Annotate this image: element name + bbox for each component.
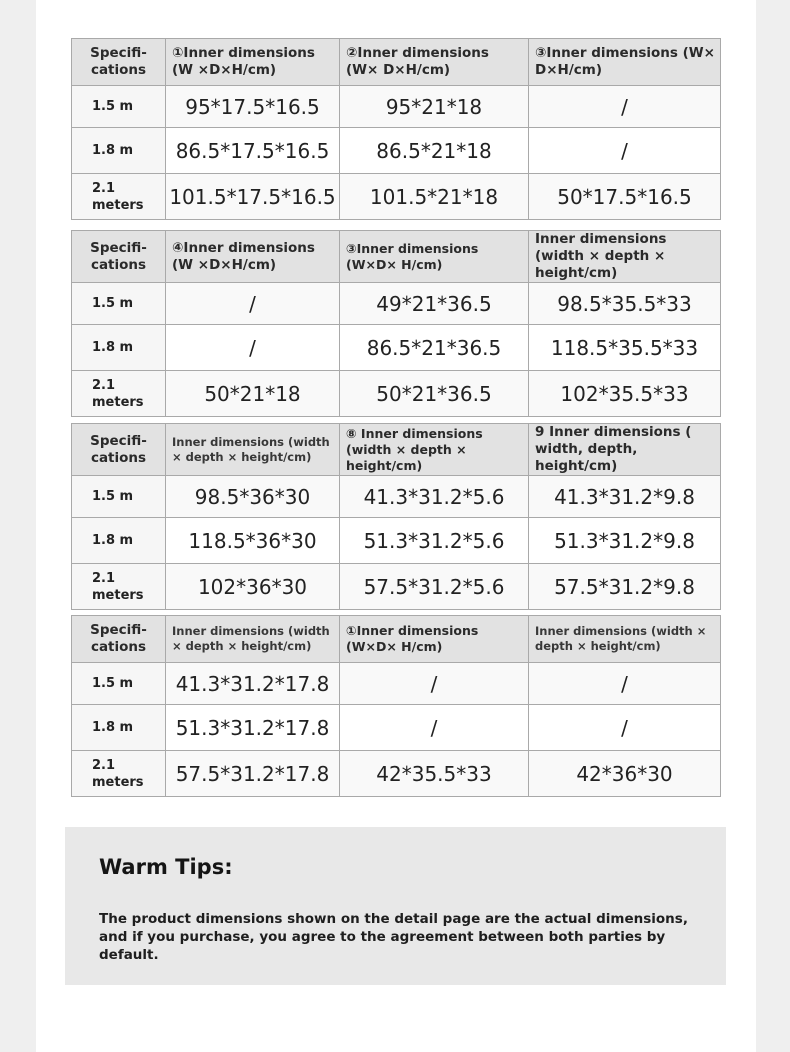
dimension-cell: / (529, 128, 721, 174)
dimension-cell: / (340, 663, 529, 705)
table-row (72, 371, 721, 417)
dimension-cell: 50*21*18 (166, 371, 340, 417)
dimension-cell: / (529, 705, 721, 751)
table-row (72, 564, 721, 610)
header-col-2: ⑧ Inner dimensions (width × depth × height/cm) (340, 424, 529, 476)
dimension-cell: 41.3*31.2*17.8 (166, 663, 340, 705)
size-label: 2.1 meters (72, 751, 166, 797)
header-col-1: Inner dimensions (width × depth × height/cm) (166, 616, 340, 663)
spec-table-4 (71, 615, 721, 797)
header-col-3: ③Inner dimensions (W× D×H/cm) (529, 39, 721, 86)
table-row (72, 705, 721, 751)
dimension-cell: / (340, 705, 529, 751)
table-header-row (72, 39, 721, 86)
header-col-3: Inner dimensions (width × depth × height/cm) (529, 616, 721, 663)
dimension-cell: 98.5*36*30 (166, 476, 340, 518)
warm-tips-title: Warm Tips: (99, 855, 233, 879)
dimension-cell: 51.3*31.2*5.6 (340, 518, 529, 564)
dimension-cell: 57.5*31.2*9.8 (529, 564, 721, 610)
header-col-3: 9 Inner dimensions ( width, depth, height/cm) (529, 424, 721, 476)
dimension-cell: / (166, 325, 340, 371)
header-specifications: Specifi- cations (72, 39, 166, 86)
table-header-row (72, 616, 721, 663)
header-col-1: ④Inner dimensions (W ×D×H/cm) (166, 231, 340, 283)
table-row (72, 325, 721, 371)
dimension-cell: 51.3*31.2*9.8 (529, 518, 721, 564)
warm-tips-panel (65, 827, 726, 985)
header-specifications: Specifi- cations (72, 424, 166, 476)
spec-table-3 (71, 423, 721, 610)
size-label: 1.5 m (72, 86, 166, 128)
page-content (36, 0, 756, 1052)
dimension-cell: 118.5*36*30 (166, 518, 340, 564)
dimension-cell: / (529, 86, 721, 128)
table-row (72, 128, 721, 174)
header-col-2: ②Inner dimensions (W× D×H/cm) (340, 39, 529, 86)
warm-tips-text: The product dimensions shown on the detail page are the actual dimensions, and if you purchase, you agree to the agreement between both parties by default. (99, 911, 688, 963)
dimension-cell: 86.5*17.5*16.5 (166, 128, 340, 174)
dimension-cell: 42*35.5*33 (340, 751, 529, 797)
dimension-cell: 102*35.5*33 (529, 371, 721, 417)
size-label: 1.5 m (72, 663, 166, 705)
table-header-row (72, 231, 721, 283)
dimension-cell: 86.5*21*18 (340, 128, 529, 174)
size-label: 1.8 m (72, 518, 166, 564)
size-label: 1.5 m (72, 283, 166, 325)
spec-table-2 (71, 230, 721, 417)
size-label: 1.8 m (72, 128, 166, 174)
header-col-3: Inner dimensions (width × depth × height/cm) (529, 231, 721, 283)
dimension-cell: / (529, 663, 721, 705)
table-row (72, 518, 721, 564)
table-row (72, 476, 721, 518)
size-label: 1.5 m (72, 476, 166, 518)
dimension-cell: 51.3*31.2*17.8 (166, 705, 340, 751)
dimension-cell: 102*36*30 (166, 564, 340, 610)
table-row (72, 751, 721, 797)
size-label: 1.8 m (72, 325, 166, 371)
dimension-cell: 101.5*21*18 (340, 174, 529, 220)
header-col-2: ①Inner dimensions (W×D× H/cm) (340, 616, 529, 663)
header-col-2: ③Inner dimensions (W×D× H/cm) (340, 231, 529, 283)
table-row (72, 86, 721, 128)
dimension-cell: 50*21*36.5 (340, 371, 529, 417)
dimension-cell: 41.3*31.2*9.8 (529, 476, 721, 518)
size-label: 2.1 meters (72, 564, 166, 610)
dimension-cell: 95*21*18 (340, 86, 529, 128)
table-row (72, 174, 721, 220)
dimension-cell: 57.5*31.2*17.8 (166, 751, 340, 797)
dimension-cell: 42*36*30 (529, 751, 721, 797)
dimension-cell: 57.5*31.2*5.6 (340, 564, 529, 610)
dimension-cell: 101.5*17.5*16.5 (166, 174, 340, 220)
table-header-row (72, 424, 721, 476)
header-specifications: Specifi- cations (72, 231, 166, 283)
dimension-cell: 118.5*35.5*33 (529, 325, 721, 371)
table-row (72, 663, 721, 705)
header-col-1: ①Inner dimensions (W ×D×H/cm) (166, 39, 340, 86)
dimension-cell: 95*17.5*16.5 (166, 86, 340, 128)
dimension-cell: / (166, 283, 340, 325)
size-label: 2.1 meters (72, 174, 166, 220)
dimension-cell: 49*21*36.5 (340, 283, 529, 325)
spec-table-1 (71, 38, 721, 220)
header-specifications: Specifi- cations (72, 616, 166, 663)
header-col-1: Inner dimensions (width × depth × height/cm) (166, 424, 340, 476)
dimension-cell: 98.5*35.5*33 (529, 283, 721, 325)
table-row (72, 283, 721, 325)
size-label: 1.8 m (72, 705, 166, 751)
dimension-cell: 86.5*21*36.5 (340, 325, 529, 371)
size-label: 2.1 meters (72, 371, 166, 417)
dimension-cell: 50*17.5*16.5 (529, 174, 721, 220)
dimension-cell: 41.3*31.2*5.6 (340, 476, 529, 518)
